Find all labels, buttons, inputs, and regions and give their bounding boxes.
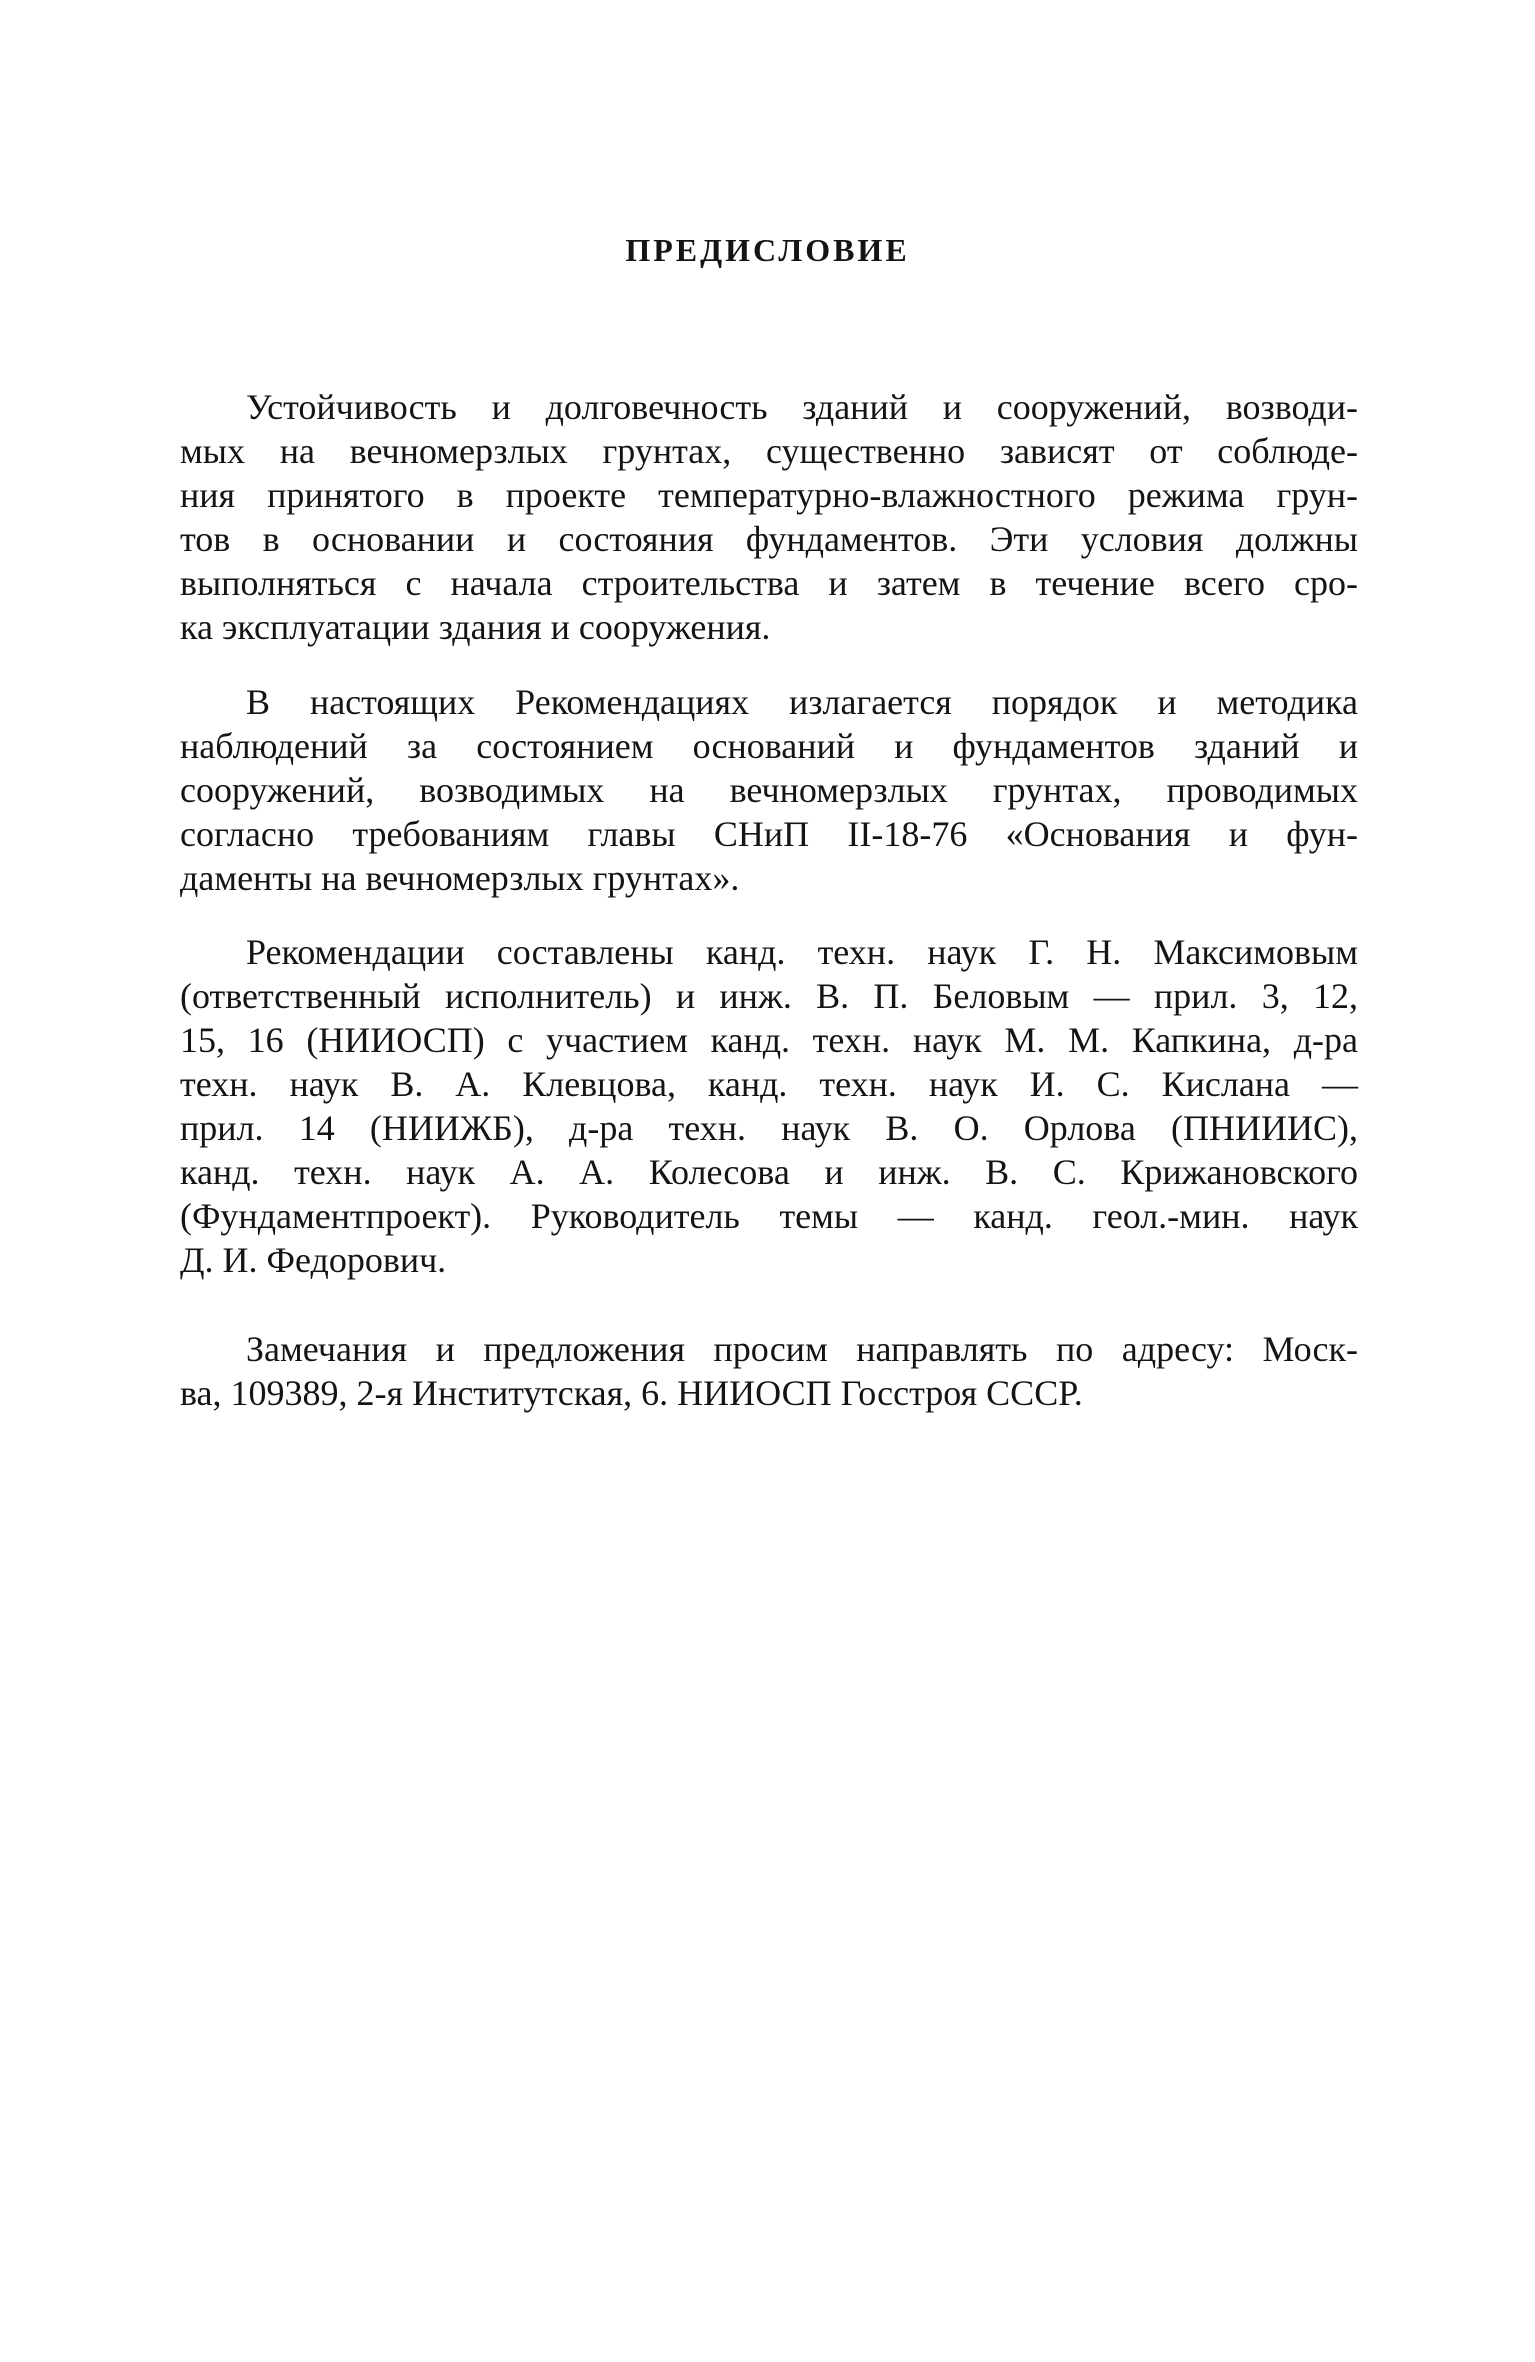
paragraph-line: выполняться с начала строительства и затем в течение всего сро-: [180, 563, 1358, 603]
paragraph-line: прил. 14 (НИИЖБ), д-ра техн. наук В. О. Орлова (ПНИИИС),: [180, 1108, 1358, 1148]
paragraph-line: канд. техн. наук А. А. Колесова и инж. В. С. Крижановского: [180, 1152, 1358, 1192]
paragraph-line: Устойчивость и долговечность зданий и сооружений, возводи-: [246, 387, 1358, 427]
paragraph-line: В настоящих Рекомендациях излагается порядок и методика: [246, 682, 1358, 722]
paragraph-3: [180, 930, 1358, 1282]
paragraph-line: (Фундаментпроект). Руководитель темы — канд. геол.-мин. наук: [180, 1196, 1358, 1236]
paragraph-line: тов в основании и состояния фундаментов. Эти условия должны: [180, 519, 1358, 559]
paragraph-line: (ответственный исполнитель) и инж. В. П. Беловым — прил. 3, 12,: [180, 976, 1358, 1016]
paragraph-line: техн. наук В. А. Клевцова, канд. техн. наук И. С. Кислана —: [180, 1064, 1358, 1104]
paragraph-line: наблюдений за состоянием оснований и фундаментов зданий и: [180, 726, 1358, 766]
paragraph-line: ва, 109389, 2-я Институтская, 6. НИИОСП Госстроя СССР.: [180, 1373, 1083, 1413]
paragraph-1: [180, 385, 1358, 649]
paragraph-2: [180, 680, 1358, 900]
paragraph-line: согласно требованиям главы СНиП II-18-76 «Основания и фун-: [180, 814, 1358, 854]
paragraph-line: Замечания и предложения просим направлять по адресу: Моск-: [246, 1329, 1358, 1369]
paragraph-line: ния принятого в проекте температурно-влажностного режима грун-: [180, 475, 1358, 515]
paragraph-line: 15, 16 (НИИОСП) с участием канд. техн. наук М. М. Капкина, д-ра: [180, 1020, 1358, 1060]
paragraph-4: [180, 1327, 1358, 1415]
page-title: ПРЕДИСЛОВИЕ: [625, 232, 910, 268]
paragraph-line: Д. И. Федорович.: [180, 1240, 447, 1280]
paragraph-line: сооружений, возводимых на вечномерзлых грунтах, проводимых: [180, 770, 1358, 810]
paragraph-line: ка эксплуатации здания и сооружения.: [180, 607, 771, 647]
paragraph-line: даменты на вечномерзлых грунтах».: [180, 858, 740, 898]
paragraph-line: мых на вечномерзлых грунтах, существенно зависят от соблюде-: [180, 431, 1358, 471]
paragraph-line: Рекомендации составлены канд. техн. наук Г. Н. Максимовым: [246, 932, 1358, 972]
